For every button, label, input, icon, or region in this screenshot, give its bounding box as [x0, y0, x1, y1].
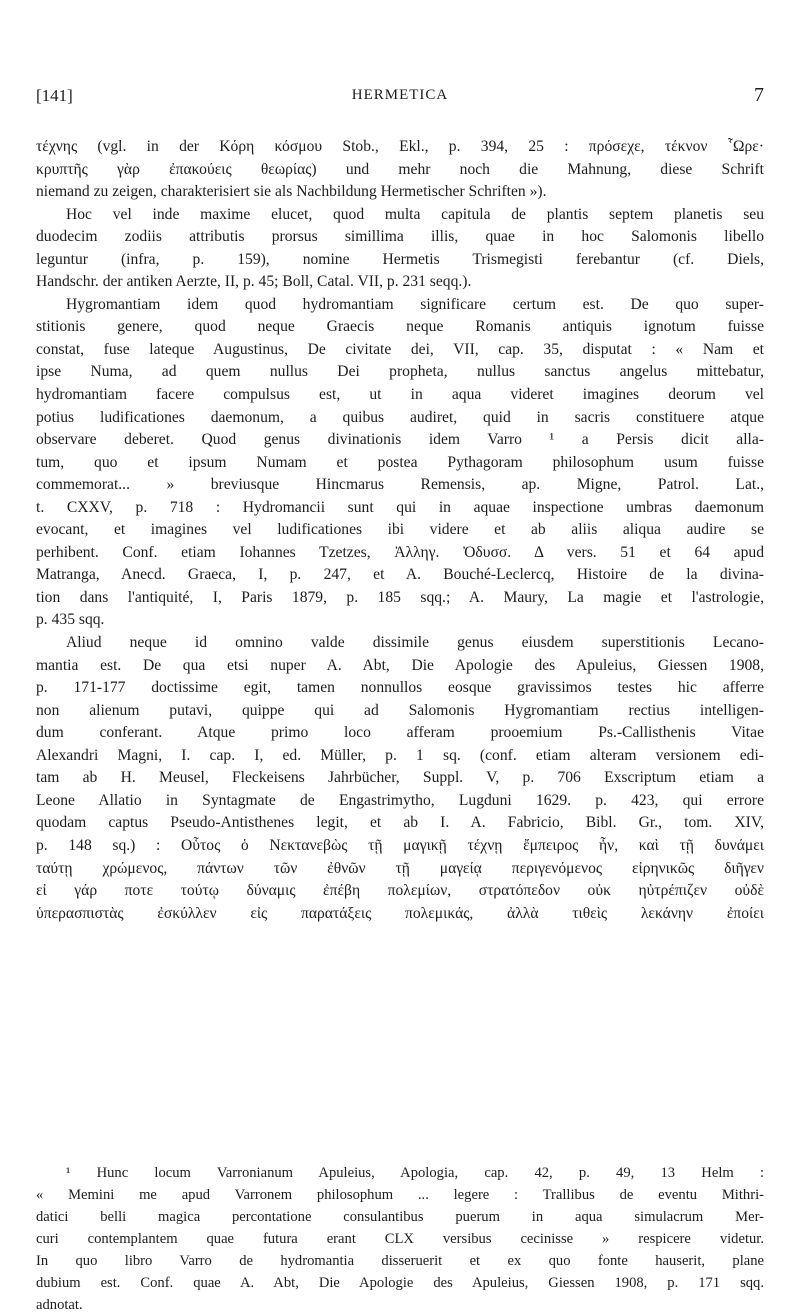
running-title: HERMETICA [351, 87, 449, 103]
text-line: εἰ γάρ ποτε τούτῳ δύναμις ἐπέβη πολεμίων, στρατόπεδον οὐκ ηὐτρέπιζεν οὐδὲ [36, 882, 764, 900]
page-number: 7 [754, 84, 764, 106]
text-line: Leone Allatio in Syntagmate de Engastrimytho, Lugduni 1629. p. 423, qui errore [36, 791, 764, 809]
text-line: p. 148 sq.) : Οὗτος ὁ Νεκτανεβὼς τῇ μαγικῇ τέχνῃ ἔμπειρος ἦν, καὶ τῇ δυνάμει [36, 836, 764, 854]
text-line: constat, fuse lateque Augustinus, De civitate dei, VII, cap. 35, disputat : « Nam et [36, 340, 764, 358]
text-line: perhibent. Conf. etiam Iohannes Tzetzes, Ἀλληγ. Ὀδυσσ. Δ vers. 51 et 64 apud [36, 543, 764, 561]
text-line: hydromantiam facere compulsus est, ut in aqua videret imagines deorum vel [36, 386, 764, 404]
footnote-line: dubium est. Conf. quae A. Abt, Die Apologie des Apuleius, Giessen 1908, p. 171 sqq. [36, 1275, 764, 1291]
footnote [36, 1162, 764, 1316]
text-line: ὑπερασπιστὰς ἐσκύλλεν εἰς παρατάξεις πολεμικάς, ἀλλὰ τιθεὶς λεκάνην ἐποίει [36, 904, 764, 922]
text-line: Handschr. der antiken Aerzte, II, p. 45; Boll, Catal. VII, p. 231 seqq.). [36, 273, 472, 291]
footnote-line: datici belli magica percontatione consulantibus puerum in aqua simulacrum Mer- [36, 1209, 764, 1225]
text-line: p. 171-177 doctissime egit, tamen nonnullos eosque gravissimos testes hic afferre [36, 679, 764, 697]
main-text [36, 136, 764, 925]
text-line: Hoc vel inde maxime elucet, quod multa capitula de plantis septem planetis seu [66, 205, 764, 223]
text-line: mantia est. De qua etsi nuper A. Abt, Die Apologie des Apuleius, Giessen 1908, [36, 656, 764, 674]
text-line: observare deberet. Quod genus divinationis idem Varro ¹ a Persis dicit alla- [36, 431, 764, 449]
footnote-line: « Memini me apud Varronem philosophum ... legere : Trallibus de eventu Mithri- [36, 1187, 764, 1203]
text-line: dum conferant. Atque primo loco afferam prooemium Ps.-Callisthenis Vitae [36, 724, 764, 742]
footnote-line: ¹ Hunc locum Varronianum Apuleius, Apologia, cap. 42, p. 49, 13 Helm : [66, 1165, 764, 1181]
text-line: tum, quo et ipsum Numam et postea Pythagoram philosophum usum fuisse [36, 453, 764, 471]
text-line: t. CXXV, p. 718 : Hydromancii sunt qui in aquae inspectione umbras daemonum [36, 498, 764, 516]
text-line: non alienum putavi, quippe qui ad Salomonis Hygromantiam rectius intelligen- [36, 701, 764, 719]
text-line: τέχνης (vgl. in der Κόρη κόσμου Stob., Ekl., p. 394, 25 : πρόσεχε, τέκνον ῟Ωρε· [36, 138, 764, 155]
book-page [36, 0, 764, 1313]
text-line: stitionis genere, quod neque Graecis neque Romanis antiquis ignotum fuisse [36, 318, 764, 336]
footnote-line: In quo libro Varro de hydromantia disseruerit et ex quo fonte hauserit, plane [36, 1253, 764, 1269]
page-reference: [141] [36, 86, 73, 105]
text-line: ipse Numa, ad quem nullus Dei propheta, nullus sanctus angelus mittebatur, [36, 363, 764, 381]
text-line: Hygromantiam idem quod hydromantiam significare certum est. De quo super- [66, 295, 764, 313]
footnote-line: adnotat. [36, 1297, 83, 1313]
text-line: duodecim zodiis attributis prorsus simillima illis, quae in hoc Salomonis libello [36, 228, 764, 246]
text-line: Alexandri Magni, I. cap. I, ed. Müller, p. 1 sq. (conf. etiam alteram versionem edi- [36, 746, 764, 764]
text-line: potius ludificationes daemonum, a quibus audiret, quid in sacris constituere atque [36, 408, 764, 426]
text-line: leguntur (infra, p. 159), nomine Hermetis Trismegisti ferebantur (cf. Diels, [36, 250, 764, 268]
text-line: tion dans l'antiquité, I, Paris 1879, p. 185 sqq.; A. Maury, La magie et l'astrologie, [36, 588, 764, 606]
text-line: commemorat... » breviusque Hincmarus Remensis, ap. Migne, Patrol. Lat., [36, 476, 764, 494]
text-line: evocant, et imagines vel ludificationes ibi videre et ab aliis aliqua audire se [36, 521, 764, 539]
text-line: niemand zu zeigen, charakterisiert sie als Nachbildung Hermetischer Schriften »). [36, 183, 547, 201]
text-line: tam ab H. Meusel, Fleckeisens Jahrbücher, Suppl. V, p. 706 Exscriptum etiam a [36, 769, 764, 787]
text-line: Aliud neque id omnino valde dissimile genus eiusdem superstitionis Lecano- [66, 634, 764, 652]
text-line: Matranga, Anecd. Graeca, I, p. 247, et A. Bouché-Leclercq, Histoire de la divina- [36, 566, 764, 584]
text-line: p. 435 sqq. [36, 611, 105, 629]
text-line: κρυπτῆς γὰρ ἐπακούεις θεωρίας) und mehr noch die Mahnung, diese Schrift [36, 160, 764, 178]
running-head [36, 86, 764, 110]
text-line: ταύτῃ χρώμενος, πάντων τῶν ἐθνῶν τῇ μαγείᾳ περιγενόμενος εἰρηνικῶς διῆγεν [36, 859, 764, 877]
text-line: quodam captus Pseudo-Antisthenes legit, et ab I. A. Fabricio, Bibl. Gr., tom. XIV, [36, 814, 764, 832]
footnote-line: curi contemplantem quae futura erant CLX versibus cecinisse » respicere videtur. [36, 1231, 764, 1247]
